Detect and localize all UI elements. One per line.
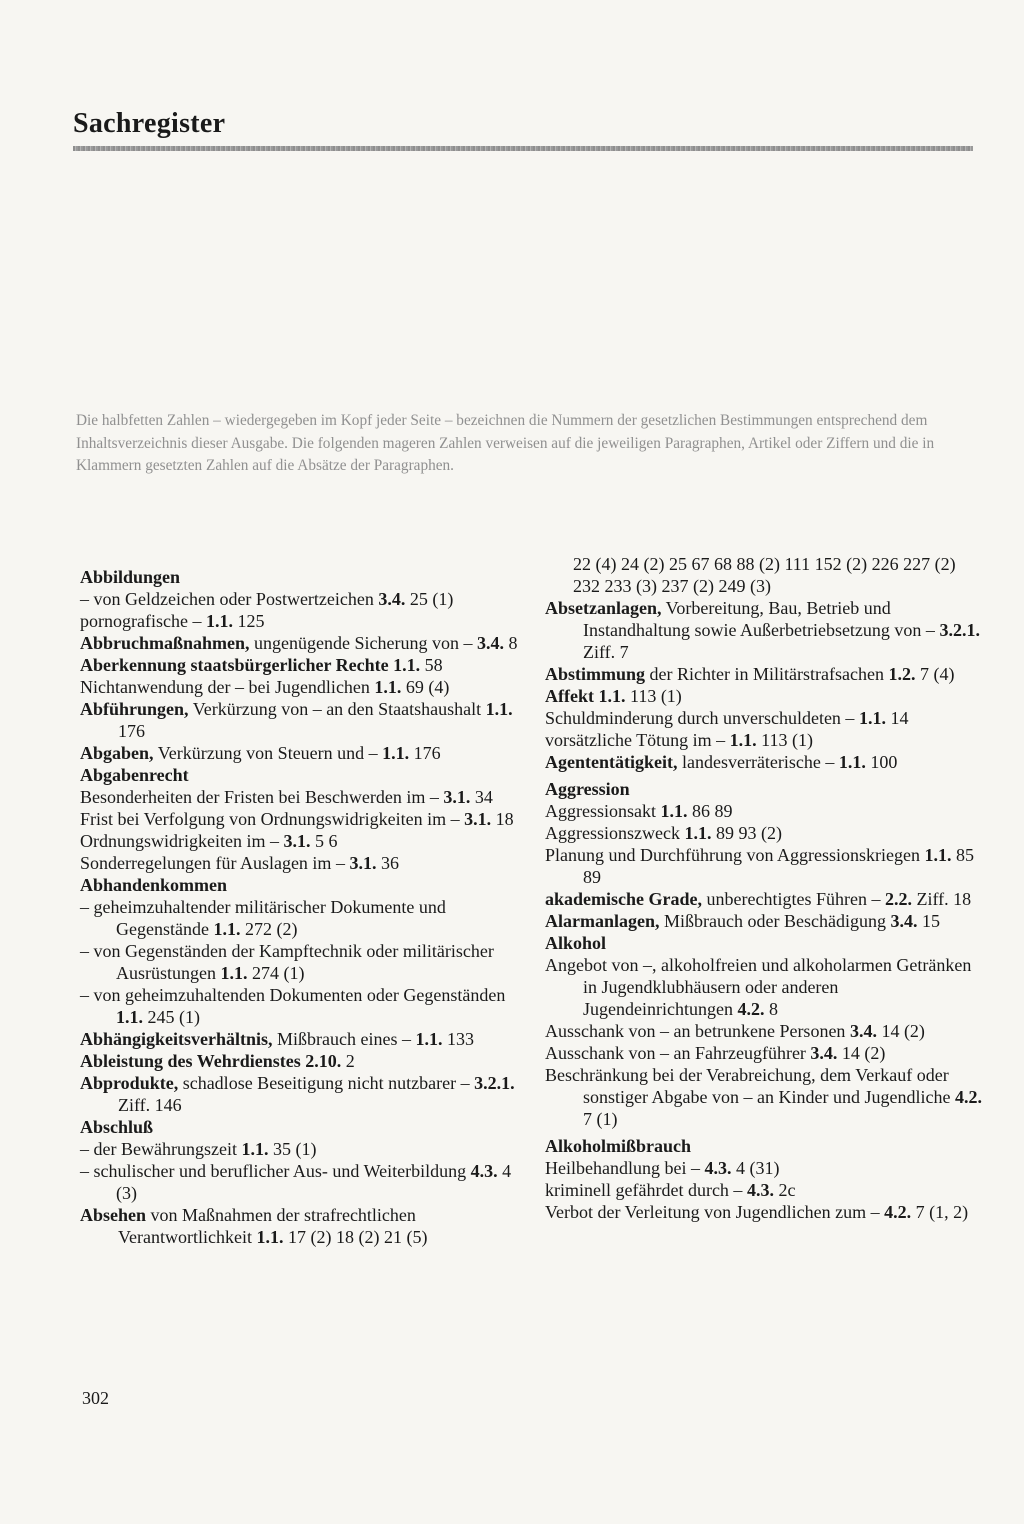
entry-keyword: Abstimmung	[545, 664, 646, 684]
entry-locator: 14 (2)	[876, 1021, 925, 1041]
index-entry	[80, 610, 520, 632]
entry-locator: 245 (1)	[143, 1007, 200, 1027]
index-heading-entry	[545, 597, 985, 663]
entry-text: unberechtigtes Führen –	[702, 889, 885, 909]
entry-locator: 8	[504, 633, 518, 653]
entry-text: Verbot der Verleitung von Jugendlichen zum –	[545, 1202, 885, 1222]
entry-reference: 3.2.1.	[474, 1073, 515, 1093]
index-heading-entry	[80, 874, 520, 896]
index-heading-entry	[545, 685, 985, 707]
entry-locator: 69 (4)	[401, 677, 450, 697]
entry-reference: 1.1.	[256, 1227, 284, 1247]
entry-reference: 1.1.	[858, 708, 886, 728]
index-heading-entry	[545, 888, 985, 910]
entry-text: von Maßnahmen der strafrechtlichen Verantwortlichkeit	[118, 1205, 416, 1247]
entry-reference: 3.2.1.	[939, 620, 980, 640]
entry-keyword: Abprodukte,	[80, 1073, 179, 1093]
entry-locator: 272 (2)	[240, 919, 298, 939]
entry-reference: 1.2.	[888, 664, 916, 684]
entry-reference: 1.1.	[220, 963, 248, 983]
index-entry	[545, 553, 985, 597]
entry-locator: 176	[118, 721, 145, 741]
index-entry	[545, 954, 985, 1020]
index-heading-entry	[80, 764, 520, 786]
index-heading-entry	[80, 1028, 520, 1050]
entry-locator: 4 (31)	[731, 1158, 780, 1178]
entry-reference: 3.1.	[464, 809, 492, 829]
index-entry	[545, 844, 985, 888]
entry-keyword: Abhandenkommen	[80, 875, 228, 895]
index-heading-entry	[80, 698, 520, 742]
entry-keyword: Agententätigkeit,	[545, 752, 678, 772]
index-heading-entry	[80, 1116, 520, 1138]
index-entry	[80, 786, 520, 808]
index-heading-entry	[545, 663, 985, 685]
entry-text: Heilbehandlung bei –	[545, 1158, 705, 1178]
entry-text: – von Geldzeichen oder Postwertzeichen	[80, 589, 379, 609]
entry-reference: 4.2.	[737, 999, 765, 1019]
entry-reference: 3.4.	[849, 1021, 877, 1041]
entry-reference: 1.1.	[241, 1139, 269, 1159]
entry-keyword: Abgabenrecht	[80, 765, 189, 785]
entry-text: Vorbereitung, Bau, Betrieb und Instandhaltung sowie Außerbetriebsetzung von –	[583, 598, 940, 640]
index-column-right	[545, 553, 985, 1223]
index-heading-entry	[545, 778, 985, 800]
entry-text: Frist bei Verfolgung von Ordnungswidrigkeiten im –	[80, 809, 465, 829]
entry-locator: 18	[491, 809, 514, 829]
entry-locator: Ziff. 146	[118, 1095, 182, 1115]
index-entry	[80, 588, 520, 610]
index-entry	[545, 1201, 985, 1223]
entry-keyword: Alkoholmißbrauch	[545, 1136, 692, 1156]
entry-reference: 4.2.	[954, 1087, 982, 1107]
index-heading-entry	[80, 632, 520, 654]
entry-locator: Ziff. 18	[911, 889, 972, 909]
entry-reference: 4.3.	[704, 1158, 732, 1178]
entry-keyword: Abbruchmaßnahmen,	[80, 633, 250, 653]
entry-text: Angebot von –, alkoholfreien und alkoholarmen Getränken in Jugendklubhäusern oder anderen Jugendeinrichtungen	[545, 955, 972, 1019]
entry-keyword: Affekt 1.1.	[545, 686, 626, 706]
entry-text: Mißbrauch oder Beschädigung	[659, 911, 891, 931]
index-entry	[545, 1179, 985, 1201]
index-heading-entry	[80, 742, 520, 764]
entry-keyword: Abführungen,	[80, 699, 189, 719]
entry-text: – von Gegenständen der Kampftechnik oder militärischer Ausrüstungen	[80, 941, 494, 983]
entry-locator: 133	[442, 1029, 475, 1049]
entry-keyword: Absehen	[80, 1205, 147, 1225]
entry-reference: 1.1.	[374, 677, 402, 697]
entry-text: pornografische –	[80, 611, 206, 631]
entry-locator: 15	[917, 911, 940, 931]
entry-reference: 4.3.	[470, 1161, 498, 1181]
index-heading-entry	[545, 751, 985, 773]
entry-keyword: Alarmanlagen,	[545, 911, 660, 931]
entry-reference: 1.1.	[415, 1029, 443, 1049]
entry-text: Ausschank von – an Fahrzeugführer	[545, 1043, 811, 1063]
index-entry	[545, 1042, 985, 1064]
title-rule	[73, 146, 973, 151]
entry-reference: 1.1.	[116, 1007, 143, 1027]
entry-locator: 7 (4)	[915, 664, 955, 684]
entry-reference: 3.4.	[890, 911, 918, 931]
index-entry	[545, 729, 985, 751]
entry-text: Besonderheiten der Fristen bei Beschwerden im –	[80, 787, 444, 807]
entry-locator: 4 (3)	[116, 1161, 512, 1203]
entry-reference: 1.1.	[729, 730, 757, 750]
index-heading-entry	[545, 932, 985, 954]
index-entry	[545, 1020, 985, 1042]
entry-locator: 89 93 (2)	[711, 823, 782, 843]
entry-text: Beschränkung bei der Verabreichung, dem Verkauf oder sonstiger Abgabe von – an Kinder und Jugendliche	[545, 1065, 955, 1107]
index-entry	[80, 1160, 520, 1204]
entry-keyword: Aggression	[545, 779, 630, 799]
entry-text: der Richter in Militärstrafsachen	[645, 664, 889, 684]
entry-text: Nichtanwendung der – bei Jugendlichen	[80, 677, 375, 697]
entry-locator: 17 (2) 18 (2) 21 (5)	[283, 1227, 428, 1247]
entry-text: vorsätzliche Tötung im –	[545, 730, 730, 750]
entry-text: kriminell gefährdet durch –	[545, 1180, 747, 1200]
entry-reference: 1.1.	[838, 752, 866, 772]
entry-locator: 2c	[773, 1180, 796, 1200]
entry-reference: 1.1.	[485, 699, 513, 719]
entry-locator: 8	[764, 999, 778, 1019]
index-column-left	[80, 566, 520, 1248]
entry-text: Planung und Durchführung von Aggressionskriegen	[545, 845, 925, 865]
entry-text: Aggressionszweck	[545, 823, 685, 843]
entry-reference: 1.1.	[205, 611, 233, 631]
intro-paragraph: Die halbfetten Zahlen – wiedergegeben im Kopf jeder Seite – bezeichnen die Nummern der gesetzlichen Bestimmungen entsprechend dem Inhaltsverzeichnis dieser Ausgabe. Die folgenden mageren Zahlen verweisen auf die jeweiligen Paragraphen, Artikel oder Ziffern und die in Klammern gesetzten Zahlen auf die Absätze der Paragraphen.	[76, 412, 935, 474]
entry-locator: 25 (1)	[405, 589, 454, 609]
index-heading-entry	[80, 1204, 520, 1248]
entry-locator: 274 (1)	[247, 963, 305, 983]
entry-keyword: Abschluß	[80, 1117, 154, 1137]
index-heading-entry	[80, 654, 520, 676]
entry-text: landesverräterische –	[677, 752, 839, 772]
index-heading-entry	[545, 1135, 985, 1157]
entry-locator: 14 (2)	[837, 1043, 886, 1063]
entry-locator: 125	[232, 611, 265, 631]
index-entry	[545, 800, 985, 822]
page-title: Sachregister	[73, 108, 226, 139]
index-entry	[80, 940, 520, 984]
index-entry	[545, 1157, 985, 1179]
index-heading-entry	[80, 1072, 520, 1116]
entry-text: – der Bewährungszeit	[80, 1139, 242, 1159]
entry-keyword: Ableistung des Wehrdienstes 2.10.	[80, 1051, 342, 1071]
entry-reference: 1.1.	[660, 801, 688, 821]
entry-keyword: Abgaben,	[80, 743, 154, 763]
entry-text: – geheimzuhaltender militärischer Dokumente und Gegenstände	[80, 897, 446, 939]
entry-keyword: Aberkennung staatsbürgerlicher Rechte 1.1.	[80, 655, 421, 675]
entry-locator: Ziff. 7	[583, 642, 629, 662]
entry-text: Verkürzung von Steuern und –	[153, 743, 383, 763]
entry-reference: 3.4.	[810, 1043, 838, 1063]
index-heading-entry	[545, 910, 985, 932]
entry-text: Ausschank von – an betrunkene Personen	[545, 1021, 850, 1041]
entry-locator: 85 89	[583, 845, 974, 887]
entry-text: 22 (4) 24 (2) 25 67 68 88 (2) 111 152 (2) 226 227 (2) 232 233 (3) 237 (2) 249 (3)	[573, 554, 956, 596]
entry-locator: 35 (1)	[268, 1139, 317, 1159]
entry-reference: 4.3.	[746, 1180, 774, 1200]
entry-keyword: Abbildungen	[80, 567, 181, 587]
entry-reference: 3.4.	[477, 633, 504, 653]
entry-text: 2	[341, 1051, 355, 1071]
entry-keyword: Alkohol	[545, 933, 607, 953]
index-entry	[80, 676, 520, 698]
entry-text: 113 (1)	[625, 686, 682, 706]
entry-text: Mißbrauch eines –	[272, 1029, 416, 1049]
entry-text: Verkürzung von – an den Staatshaushalt	[188, 699, 486, 719]
entry-locator: 7 (1)	[583, 1109, 618, 1129]
entry-locator: 86 89	[687, 801, 733, 821]
entry-text: Ordnungswidrigkeiten im –	[80, 831, 284, 851]
entry-locator: 7 (1, 2)	[911, 1202, 969, 1222]
entry-text: – schulischer und beruflicher Aus- und Weiterbildung	[80, 1161, 471, 1181]
entry-locator: 176	[409, 743, 441, 763]
entry-locator: 5 6	[310, 831, 338, 851]
entry-keyword: akademische Grade,	[545, 889, 702, 909]
entry-reference: 3.1.	[349, 853, 377, 873]
entry-text: Schuldminderung durch unverschuldeten –	[545, 708, 859, 728]
entry-reference: 3.4.	[378, 589, 406, 609]
entry-reference: 4.2.	[884, 1202, 912, 1222]
index-entry	[545, 707, 985, 729]
entry-reference: 1.1.	[213, 919, 241, 939]
index-entry	[80, 896, 520, 940]
entry-reference: 3.1.	[443, 787, 471, 807]
entry-locator: 100	[865, 752, 898, 772]
entry-locator: 14	[885, 708, 909, 728]
entry-locator: 113 (1)	[756, 730, 813, 750]
index-entry	[80, 808, 520, 830]
index-entry	[80, 852, 520, 874]
entry-reference: 1.1.	[382, 743, 410, 763]
entry-locator: 34	[470, 787, 493, 807]
entry-text: Aggressionsakt	[545, 801, 661, 821]
entry-keyword: Absetzanlagen,	[545, 598, 662, 618]
index-entry	[545, 822, 985, 844]
entry-reference: 1.1.	[684, 823, 712, 843]
entry-text: 58	[420, 655, 443, 675]
entry-reference: 3.1.	[283, 831, 311, 851]
page-number: 302	[82, 1388, 109, 1408]
entry-text: Sonderregelungen für Auslagen im –	[80, 853, 350, 873]
index-entry	[80, 830, 520, 852]
entry-text: schadlose Beseitigung nicht nutzbarer –	[178, 1073, 475, 1093]
entry-keyword: Abhängigkeitsverhältnis,	[80, 1029, 273, 1049]
entry-locator: 36	[376, 853, 399, 873]
entry-text: – von geheimzuhaltenden Dokumenten oder Gegenständen	[80, 985, 506, 1005]
index-entry	[80, 1138, 520, 1160]
entry-text: ungenügende Sicherung von –	[249, 633, 477, 653]
index-entry	[545, 1064, 985, 1130]
entry-reference: 2.2.	[884, 889, 912, 909]
index-heading-entry	[80, 1050, 520, 1072]
entry-reference: 1.1.	[924, 845, 952, 865]
index-heading-entry	[80, 566, 520, 588]
index-entry	[80, 984, 520, 1028]
